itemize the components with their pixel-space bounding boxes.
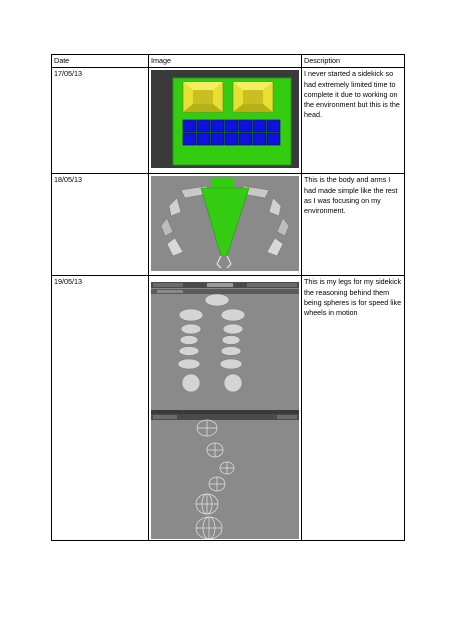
row-date: 19/05/13 <box>52 276 149 541</box>
table-row <box>52 68 405 174</box>
row-date: 18/05/13 <box>52 174 149 276</box>
table-header-row <box>52 55 405 68</box>
row-description: I never started a sidekick so had extremely limited time to complete it due to working on the environment but this is the head. <box>302 68 405 174</box>
sidekick-head-render <box>151 70 299 168</box>
row-image-cell <box>149 68 302 174</box>
row-image-cell <box>149 174 302 276</box>
header-image: Image <box>149 55 302 68</box>
header-description: Description <box>302 55 405 68</box>
row-date: 17/05/13 <box>52 68 149 174</box>
row-description: This is the body and arms I had made simple like the rest as I was focusing on my environment. <box>302 174 405 276</box>
right-eye-shape <box>233 82 273 112</box>
table-row <box>52 276 405 541</box>
table-row <box>52 174 405 276</box>
row-description: This is my legs for my sidekick the reasoning behind them being spheres is for speed like wheels in motion <box>302 276 405 541</box>
sidekick-body-render <box>151 176 299 271</box>
progress-log-table <box>51 54 405 541</box>
left-eye-shape <box>183 82 223 112</box>
header-date: Date <box>52 55 149 68</box>
row-image-cell <box>149 276 302 541</box>
sidekick-legs-render <box>151 282 299 539</box>
